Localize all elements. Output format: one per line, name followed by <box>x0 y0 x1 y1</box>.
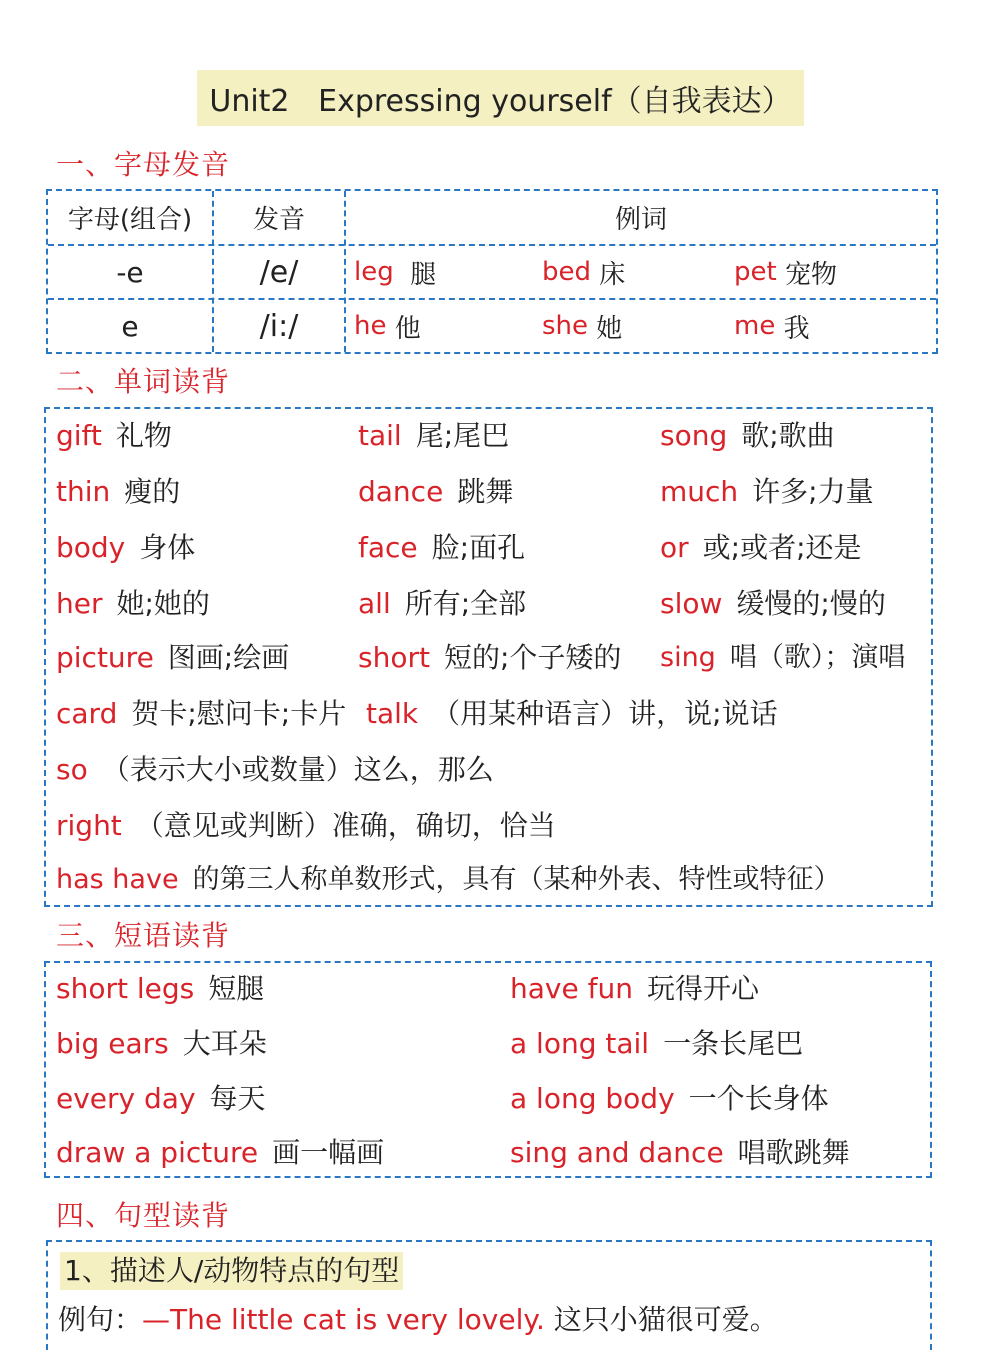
word-item: right （意见或判断）准确，确切，恰当 <box>56 809 556 842</box>
word-item: talk （用某种语言）讲，说;说话 <box>366 697 778 730</box>
row1-example-2: bed 床 <box>542 257 626 290</box>
word-item: so （表示大小或数量）这么，那么 <box>56 753 494 786</box>
sentence-pattern-heading: 1、描述人/动物特点的句型 <box>60 1252 403 1290</box>
phrase-item: draw a picture 画一幅画 <box>56 1136 385 1169</box>
word-item: song 歌;歌曲 <box>660 419 835 452</box>
row2-letter: e <box>121 309 139 343</box>
word-item: face 脸;面孔 <box>358 531 526 564</box>
section-heading-phonics: 一、字母发音 <box>56 148 231 181</box>
section-heading-words: 二、单词读背 <box>56 365 231 398</box>
word-item: body 身体 <box>56 531 196 564</box>
word-item: short 短的;个子矮的 <box>358 641 622 674</box>
row2-sound: /i:/ <box>259 308 299 344</box>
phrase-item: big ears 大耳朵 <box>56 1027 267 1060</box>
word-item: picture 图画;绘画 <box>56 641 290 674</box>
word-item: her 她;她的 <box>56 587 210 620</box>
word-item: card 贺卡;慰问卡;卡片 <box>56 697 347 730</box>
section-heading-phrases: 三、短语读背 <box>56 919 231 952</box>
header-sound: 发音 <box>252 205 305 235</box>
row2-example-2: she 她 <box>542 311 623 344</box>
section-heading-sentences: 四、句型读背 <box>56 1199 231 1232</box>
phrase-item: a long body 一个长身体 <box>510 1082 829 1115</box>
word-item: sing 唱（歌）；演唱 <box>660 642 906 673</box>
word-item: much 许多;力量 <box>660 475 874 508</box>
word-item: or 或;或者;还是 <box>660 531 862 564</box>
word-item: dance 跳舞 <box>358 475 514 508</box>
phrase-item: every day 每天 <box>56 1082 266 1115</box>
word-item: slow 缓慢的;慢的 <box>660 587 886 620</box>
row1-example-3: pet 宠物 <box>734 257 837 290</box>
example-sentence: 例句：—The little cat is very lovely. 这只小猫很可爱。 <box>58 1303 778 1336</box>
phrase-item: a long tail 一条长尾巴 <box>510 1027 804 1060</box>
word-item: thin 瘦的 <box>56 475 181 508</box>
phonics-table <box>46 189 938 354</box>
row1-letter: -e <box>116 255 144 289</box>
row2-example-1: he 他 <box>354 311 421 344</box>
word-item: tail 尾;尾巴 <box>358 419 510 452</box>
phrase-item: have fun 玩得开心 <box>510 972 759 1005</box>
phrase-item: short legs 短腿 <box>56 972 265 1005</box>
row1-example-1: leg 腿 <box>354 257 437 290</box>
phrase-item: sing and dance 唱歌跳舞 <box>510 1136 850 1169</box>
header-examples: 例词 <box>614 205 667 235</box>
word-item: all 所有;全部 <box>358 587 527 620</box>
word-item: gift 礼物 <box>56 419 172 452</box>
page-title: Unit2 Expressing yourself（自我表达） <box>197 70 804 126</box>
word-item: has have 的第三人称单数形式，具有（某种外表、特性或特征） <box>56 864 841 895</box>
row1-sound: /e/ <box>259 254 299 290</box>
row2-example-3: me 我 <box>734 311 810 344</box>
header-letter: 字母(组合) <box>67 205 193 235</box>
